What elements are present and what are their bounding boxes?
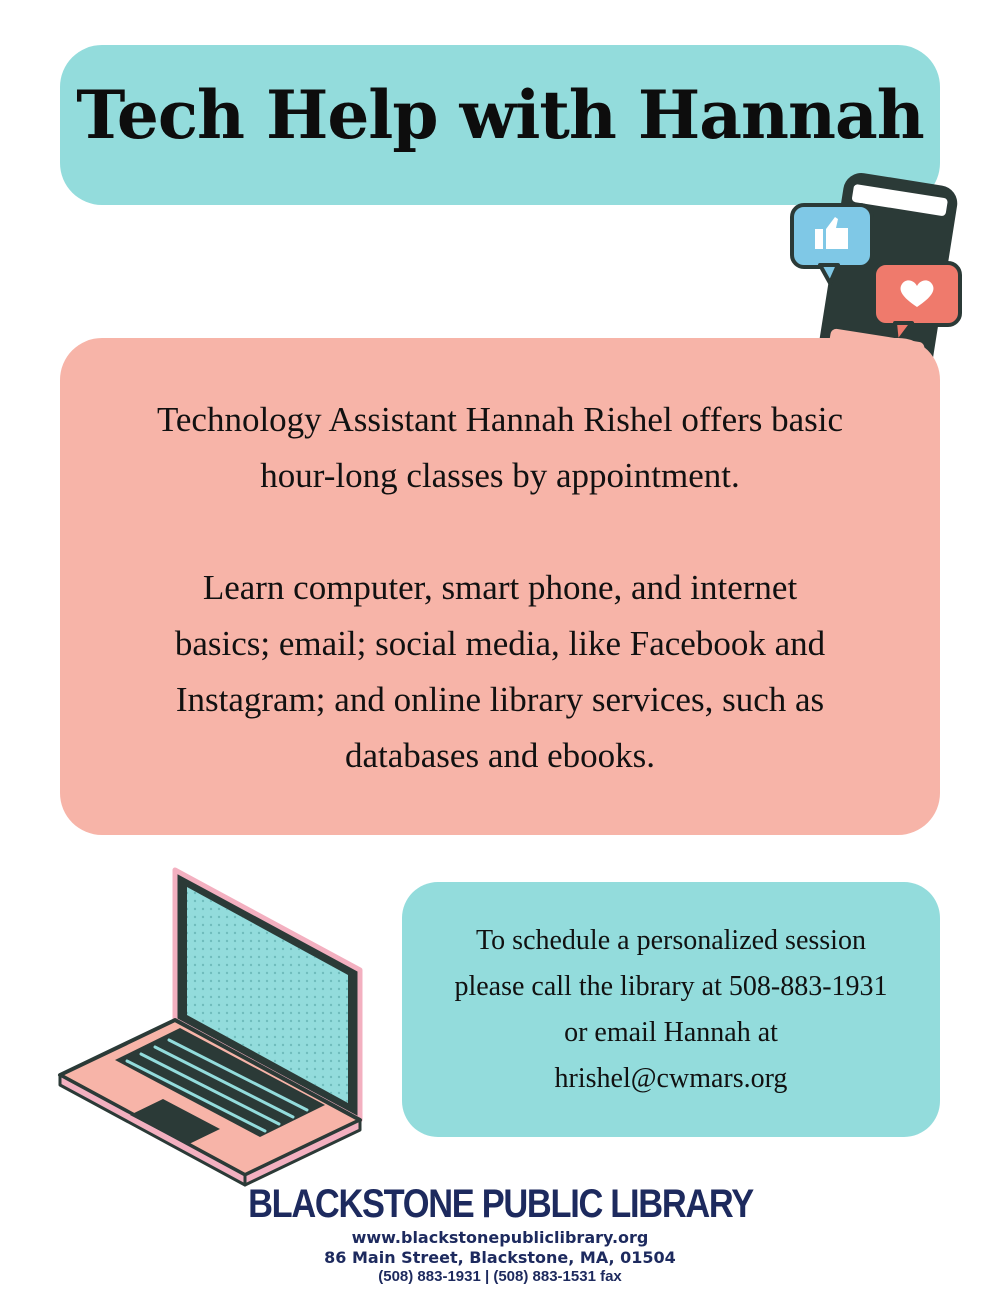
schedule-line: or email Hannah at	[564, 1017, 778, 1048]
schedule-line: To schedule a personalized session	[476, 925, 866, 956]
page-title: Tech Help with Hannah	[76, 76, 924, 154]
intro-text	[60, 392, 940, 784]
intro-line: basics; email; social media, like Facebook and	[174, 624, 826, 663]
schedule-email-link[interactable]: hrishel@cwmars.org	[554, 1063, 788, 1094]
intro-line: Instagram; and online library services, such as	[175, 680, 825, 719]
intro-line: Technology Assistant Hannah Rishel offers basic	[156, 400, 844, 439]
library-phones: (508) 883-1931 | (508) 883-1531 fax	[378, 1268, 622, 1285]
library-address: 86 Main Street, Blackstone, MA, 01504	[324, 1248, 676, 1267]
library-footer	[150, 1180, 850, 1286]
schedule-text	[402, 918, 940, 1102]
library-website[interactable]: www.blackstonepubliclibrary.org	[351, 1228, 649, 1247]
library-name: BLACKSTONE PUBLIC LIBRARY	[247, 1182, 753, 1226]
laptop-icon	[55, 865, 375, 1190]
schedule-phone-line[interactable]: please call the library at 508-883-1931	[454, 971, 888, 1002]
intro-line: databases and ebooks.	[344, 736, 656, 775]
intro-line: Learn computer, smart phone, and internet	[202, 568, 798, 607]
intro-line: hour-long classes by appointment.	[260, 456, 740, 495]
